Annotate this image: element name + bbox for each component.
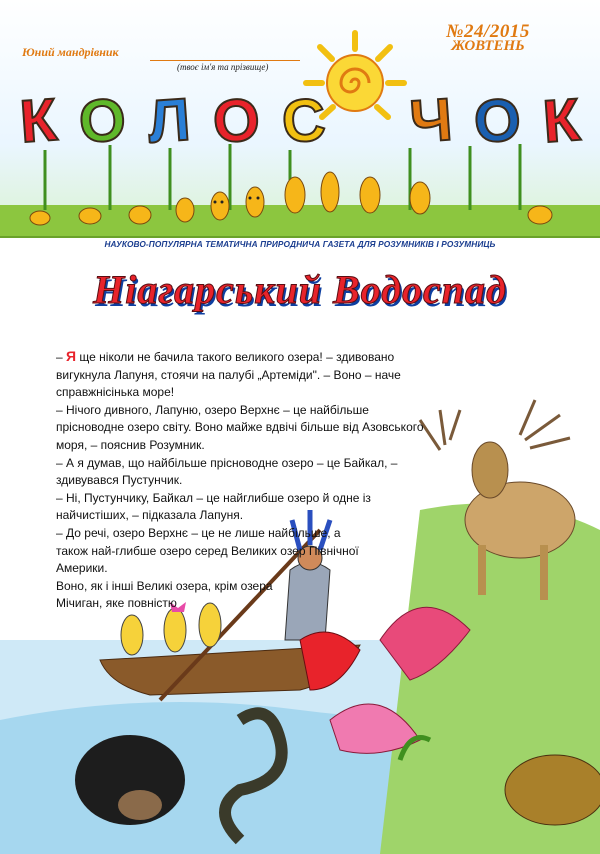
- story-text: [56, 348, 432, 613]
- paragraph-text: ще ніколи не бачила такого великого озера! – здивовано вигукнула Лапуня, стоячи на палубі „Артеміди". – Воно – наче справжнісінька море!: [56, 350, 401, 400]
- masthead-letter: С: [279, 85, 328, 155]
- story-paragraph: – До речі, озеро Верхнє – це не лише найбільше, а також най-глибше озеро серед Великих озер Північної Америки.: [56, 525, 359, 576]
- masthead-letter: Ч: [407, 85, 455, 155]
- issue-badge: [428, 21, 548, 54]
- name-input-line[interactable]: [150, 60, 300, 61]
- issue-month: ЖОВТЕНЬ: [451, 38, 525, 54]
- masthead-letter: [347, 119, 387, 122]
- grain-characters-illustration: [0, 140, 600, 240]
- story-paragraph: – Нічого дивного, Лапуню, озеро Верхнє – це найбільше прісноводне озеро світу. Воно майже вдвічі більше від Азовського моря, – пояснив Розумник.: [56, 402, 424, 452]
- story-paragraph: Воно, як і інші Великі озера, крім озера Мічиган, яке повністю: [56, 578, 273, 611]
- story-paragraph: – А я думав, що найбільше прісноводне озеро – це Байкал, – здивувався Пустунчик.: [56, 455, 398, 488]
- name-hint: (твоє ім'я та прізвище): [177, 62, 269, 72]
- story-paragraph: [56, 348, 432, 402]
- dash: –: [56, 350, 67, 364]
- issue-number: №24/2015: [446, 21, 530, 42]
- masthead-letter: О: [210, 84, 262, 156]
- masthead-letter: Л: [145, 85, 193, 155]
- subtitle: НАУКОВО-ПОПУЛЯРНА ТЕМАТИЧНА ПРИРОДНИЧА ГАЗЕТА ДЛЯ РОЗУМНИКІВ І РОЗУМНИЦЬ: [0, 238, 600, 250]
- masthead-letter: К: [540, 85, 583, 155]
- article-title: Ніагарський Водоспад: [93, 267, 507, 312]
- masthead-letter: О: [471, 84, 524, 156]
- dropcap: Я: [66, 348, 77, 364]
- masthead-letter: К: [17, 85, 59, 155]
- turtle-illustration: [505, 755, 600, 825]
- bear-illustration: [75, 735, 185, 825]
- story-paragraph: – Ні, Пустунчику, Байкал – це найглибше озеро й одне із найчистіших, – підказала Лапуня.: [56, 490, 371, 523]
- masthead-letter: О: [76, 84, 128, 156]
- reader-label: Юний мандрівник: [22, 45, 119, 59]
